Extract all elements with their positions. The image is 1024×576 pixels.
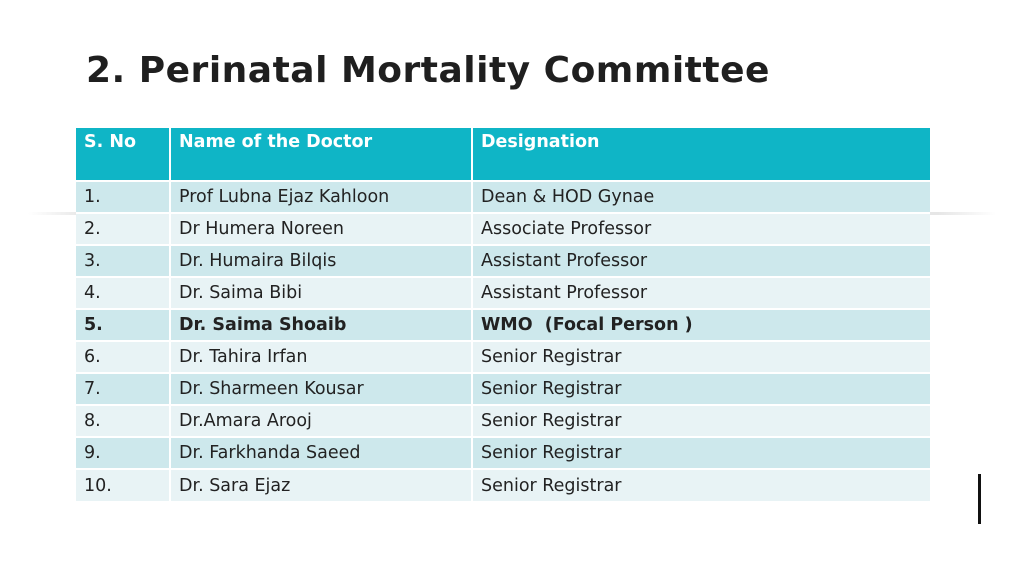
- vertical-marker: [978, 474, 981, 524]
- cell-designation: Senior Registrar: [472, 469, 930, 501]
- cell-sno: 6.: [76, 341, 170, 373]
- cell-sno: 10.: [76, 469, 170, 501]
- cell-designation: Senior Registrar: [472, 405, 930, 437]
- cell-designation: Assistant Professor: [472, 277, 930, 309]
- table-header-row: [76, 128, 930, 181]
- cell-name: Prof Lubna Ejaz Kahloon: [170, 181, 472, 213]
- cell-name: Dr. Sara Ejaz: [170, 469, 472, 501]
- cell-sno: 4.: [76, 277, 170, 309]
- cell-sno: 2.: [76, 213, 170, 245]
- cell-sno: 1.: [76, 181, 170, 213]
- cell-sno: 9.: [76, 437, 170, 469]
- table-row: [76, 405, 930, 437]
- cell-sno: 7.: [76, 373, 170, 405]
- cell-sno: 5.: [76, 309, 170, 341]
- table-row: [76, 277, 930, 309]
- table-row: [76, 213, 930, 245]
- cell-designation: Associate Professor: [472, 213, 930, 245]
- table-row: [76, 437, 930, 469]
- cell-sno: 3.: [76, 245, 170, 277]
- header-sno: S. No: [76, 128, 170, 181]
- cell-designation: Senior Registrar: [472, 373, 930, 405]
- cell-designation: Assistant Professor: [472, 245, 930, 277]
- committee-table: [76, 128, 930, 501]
- cell-designation: Senior Registrar: [472, 437, 930, 469]
- page-title: 2. Perinatal Mortality Committee: [86, 50, 770, 91]
- cell-name: Dr. Saima Bibi: [170, 277, 472, 309]
- table-row: [76, 373, 930, 405]
- cell-name: Dr.Amara Arooj: [170, 405, 472, 437]
- table-row: [76, 181, 930, 213]
- cell-sno: 8.: [76, 405, 170, 437]
- header-name: Name of the Doctor: [170, 128, 472, 181]
- cell-designation: WMO (Focal Person ): [472, 309, 930, 341]
- cell-name: Dr. Farkhanda Saeed: [170, 437, 472, 469]
- table-row-focal-person: [76, 309, 930, 341]
- cell-name: Dr. Humaira Bilqis: [170, 245, 472, 277]
- table-row: [76, 245, 930, 277]
- cell-name: Dr. Saima Shoaib: [170, 309, 472, 341]
- cell-name: Dr. Tahira Irfan: [170, 341, 472, 373]
- cell-name: Dr Humera Noreen: [170, 213, 472, 245]
- table-row: [76, 469, 930, 501]
- header-designation: Designation: [472, 128, 930, 181]
- cell-designation: Dean & HOD Gynae: [472, 181, 930, 213]
- cell-designation: Senior Registrar: [472, 341, 930, 373]
- cell-name: Dr. Sharmeen Kousar: [170, 373, 472, 405]
- table-row: [76, 341, 930, 373]
